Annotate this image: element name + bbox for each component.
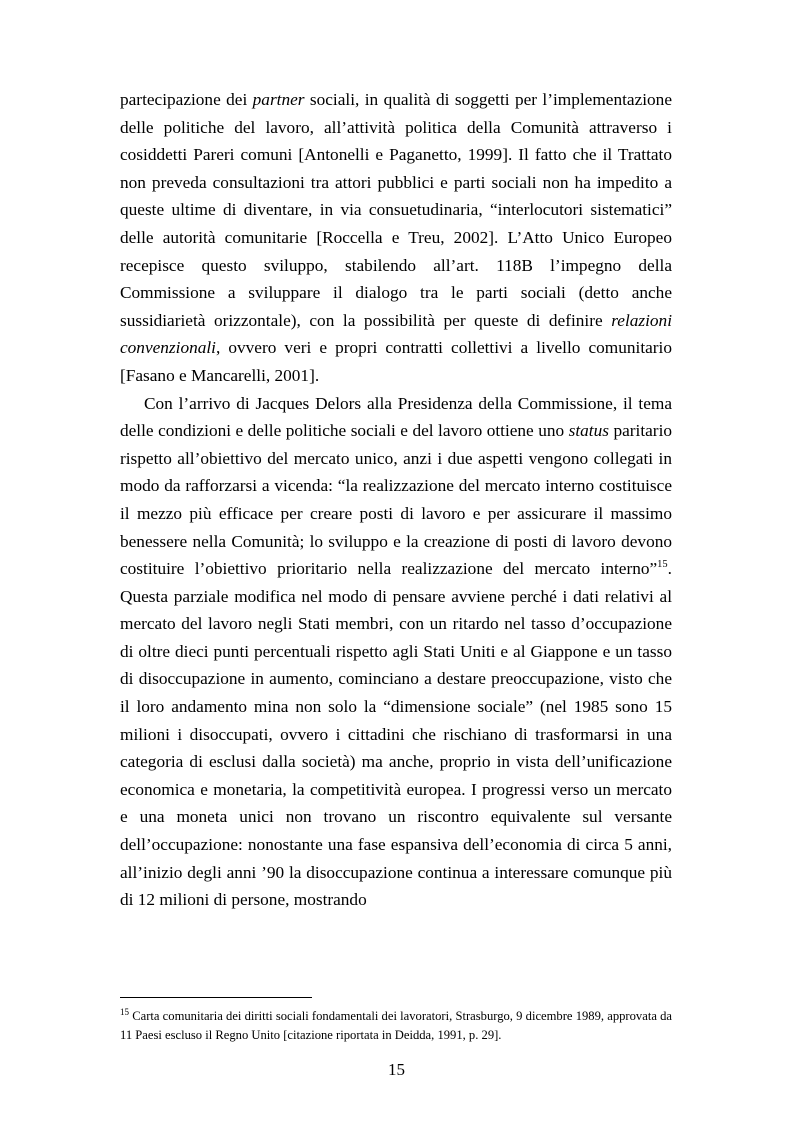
- italic-term-relazioni-convenzionali: relazioni convenzionali: [120, 310, 672, 358]
- text-run: partecipazione dei: [120, 90, 253, 109]
- text-run: sociali, in qualità di soggetti per l’implementazione delle politiche del lavoro, all’attività politica della Comunità attraverso i cosiddetti Pareri comuni [Antonelli e Paganetto, 1999]. Il fatto che il Trattato non preveda consultazioni tra attori pubblici e parti sociali non ha impedito a queste ultime di diventare, in via consuetudinaria, “interlocutori sistematici” delle autorità comunitarie [Roccella e Treu, 2002]. L’Atto Unico Europeo recepisce questo sviluppo, stabilendo all’art. 118B l’impegno della Commissione a sviluppare il dialogo tra le parti sociali (detto anche sussidiarietà orizzontale), con la possibilità per queste di definire: [120, 90, 672, 330]
- text-run: Con l’arrivo di Jacques Delors alla Presidenza della Commissione, il tema delle condizioni e delle politiche sociali e del lavoro ottiene uno: [120, 393, 672, 441]
- footnote: [120, 1007, 672, 1045]
- paragraph-2: [120, 390, 672, 914]
- italic-term-status: status: [568, 421, 609, 441]
- footnote-reference: 15: [657, 559, 668, 571]
- footnote-number: 15: [120, 1007, 129, 1017]
- page-number: 15: [388, 1060, 405, 1079]
- text-run: . Questa parziale modifica nel modo di pensare avviene perché i dati relativi al mercato del lavoro negli Stati membri, con un ritardo nel tasso d’occupazione di oltre dieci punti percentuali rispetto agli Stati Uniti e al Giappone e un tasso di disoccupazione in aumento, cominciano a destare preoccupazione, visto che il loro andamento mina non solo la “dimensione sociale” (nel 1985 sono 15 milioni i disoccupati, ovvero i cittadini che rischiano di trasformarsi in una categoria di esclusi dalla società) ma anche, proprio in vista dell’unificazione economica e monetaria, la competitività europea. I progressi verso un mercato e una moneta unici non trovano un riscontro equivalente sul versante dell’occupazione: nonostante una fase espansiva dell’economia di circa 5 anni, all’inizio degli anni ’90 la disoccupazione continua a interessare comunque più di 12 milioni di persone, mostrando: [120, 559, 672, 910]
- paragraph-1: [120, 86, 672, 390]
- italic-term-partner: partner: [252, 90, 305, 109]
- body-text: [120, 86, 672, 914]
- footnote-text: Carta comunitaria dei diritti sociali fondamentali dei lavoratori, Strasburgo, 9 dicembre 1989, approvata da 11 Paesi escluso il Regno Unito [citazione riportata in Deidda, 1991, p. 29].: [120, 1009, 672, 1042]
- text-run: paritario rispetto all’obiettivo del mercato unico, anzi i due aspetti vengono collegati in modo da rafforzarsi a vicenda: “la realizzazione del mercato interno costituisce il mezzo più efficace per creare posti di lavoro e per assicurare il massimo benessere nella Comunità; lo sviluppo e la creazione di posti di lavoro devono costituire l’obiettivo prioritario nella realizzazione del mercato interno”: [120, 421, 673, 579]
- text-run: , ovvero veri e propri contratti collettivi a livello comunitario [Fasano e Mancarelli, 2001].: [120, 338, 672, 385]
- footnote-separator: [120, 997, 312, 998]
